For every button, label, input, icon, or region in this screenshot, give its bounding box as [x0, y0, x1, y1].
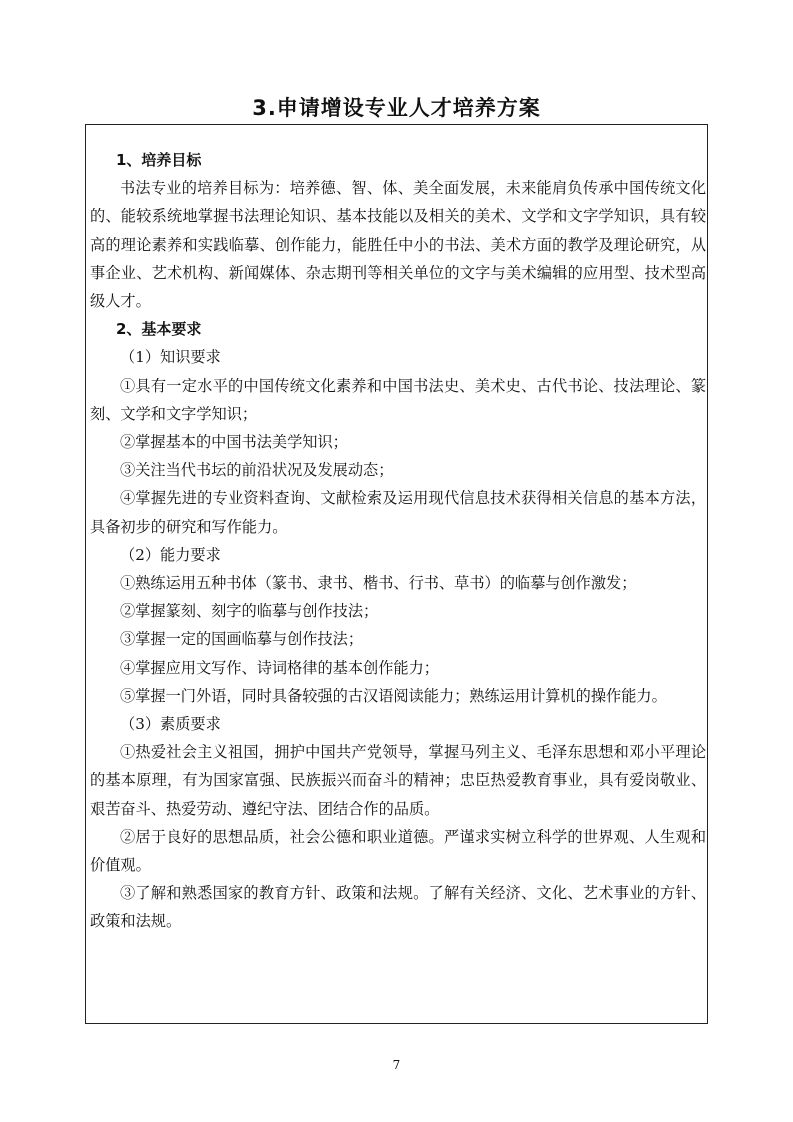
ability-item: ③掌握一定的国画临摹与创作技法；	[120, 630, 363, 649]
subheading-knowledge: （1）知识要求	[120, 348, 221, 367]
quality-item: ③了解和熟悉国家的教育方针、政策和法规。了解有关经济、文化、艺术事业的方针、政策和法规。	[90, 884, 706, 931]
subheading-quality: （3）素质要求	[120, 715, 221, 734]
section-heading-training-goals: 1、培养目标	[116, 151, 202, 169]
document-title: 3.申请增设专业人才培养方案	[252, 96, 541, 120]
ability-item: ④掌握应用文写作、诗词格律的基本创作能力；	[120, 658, 439, 677]
document-body	[90, 146, 706, 936]
subheading-ability: （2）能力要求	[120, 545, 221, 564]
quality-item: ②居于良好的思想品质，社会公德和职业道德。严谨求实树立科学的世界观、人生观和价值观。	[90, 827, 706, 875]
ability-item: ①熟练运用五种书体（篆书、隶书、楷书、行书、草书）的临摹与创作激发；	[120, 574, 637, 593]
knowledge-item: ④掌握先进的专业资料查询、文献检索及运用现代信息技术获得相关信息的基本方法，具备初步的研究和写作能力。	[90, 489, 706, 536]
training-goals-paragraph: 书法专业的培养目标为：培养德、智、体、美全面发展，未来能肩负传承中国传统文化的、能较系统地掌握书法理论知识、基本技能以及相关的美术、文学和文字学知识，具有较高的理论素养和实践临摹、创作能力，能胜任中小的书法、美术方面的教学及理论研究，从事企业、艺术机构、新闻媒体、杂志期刊等相关单位的文字与美术编辑的应用型、技术型高级人才。	[90, 179, 706, 311]
knowledge-item: ③关注当代书坛的前沿状况及发展动态；	[120, 461, 394, 480]
section-heading-basic-requirements: 2、基本要求	[116, 320, 202, 339]
knowledge-item: ②掌握基本的中国书法美学知识；	[120, 433, 348, 452]
page-number: 7	[392, 1058, 401, 1072]
ability-item: ⑤掌握一门外语，同时具备较强的古汉语阅读能力；熟练运用计算机的操作能力。	[120, 686, 667, 705]
quality-item: ①热爱社会主义祖国，拥护中国共产党领导，掌握马列主义、毛泽东思想和邓小平理论的基本原理，有为国家富强、民族振兴而奋斗的精神；忠臣热爱教育事业，具有爱岗敬业、艰苦奋斗、热爱劳动、遵纪守法、团结合作的品质。	[90, 743, 706, 818]
ability-item: ②掌握篆刻、刻字的临摹与创作技法；	[120, 602, 379, 621]
knowledge-item: ①具有一定水平的中国传统文化素养和中国书法史、美术史、古代书论、技法理论、篆刻、文学和文字学知识；	[90, 376, 706, 423]
